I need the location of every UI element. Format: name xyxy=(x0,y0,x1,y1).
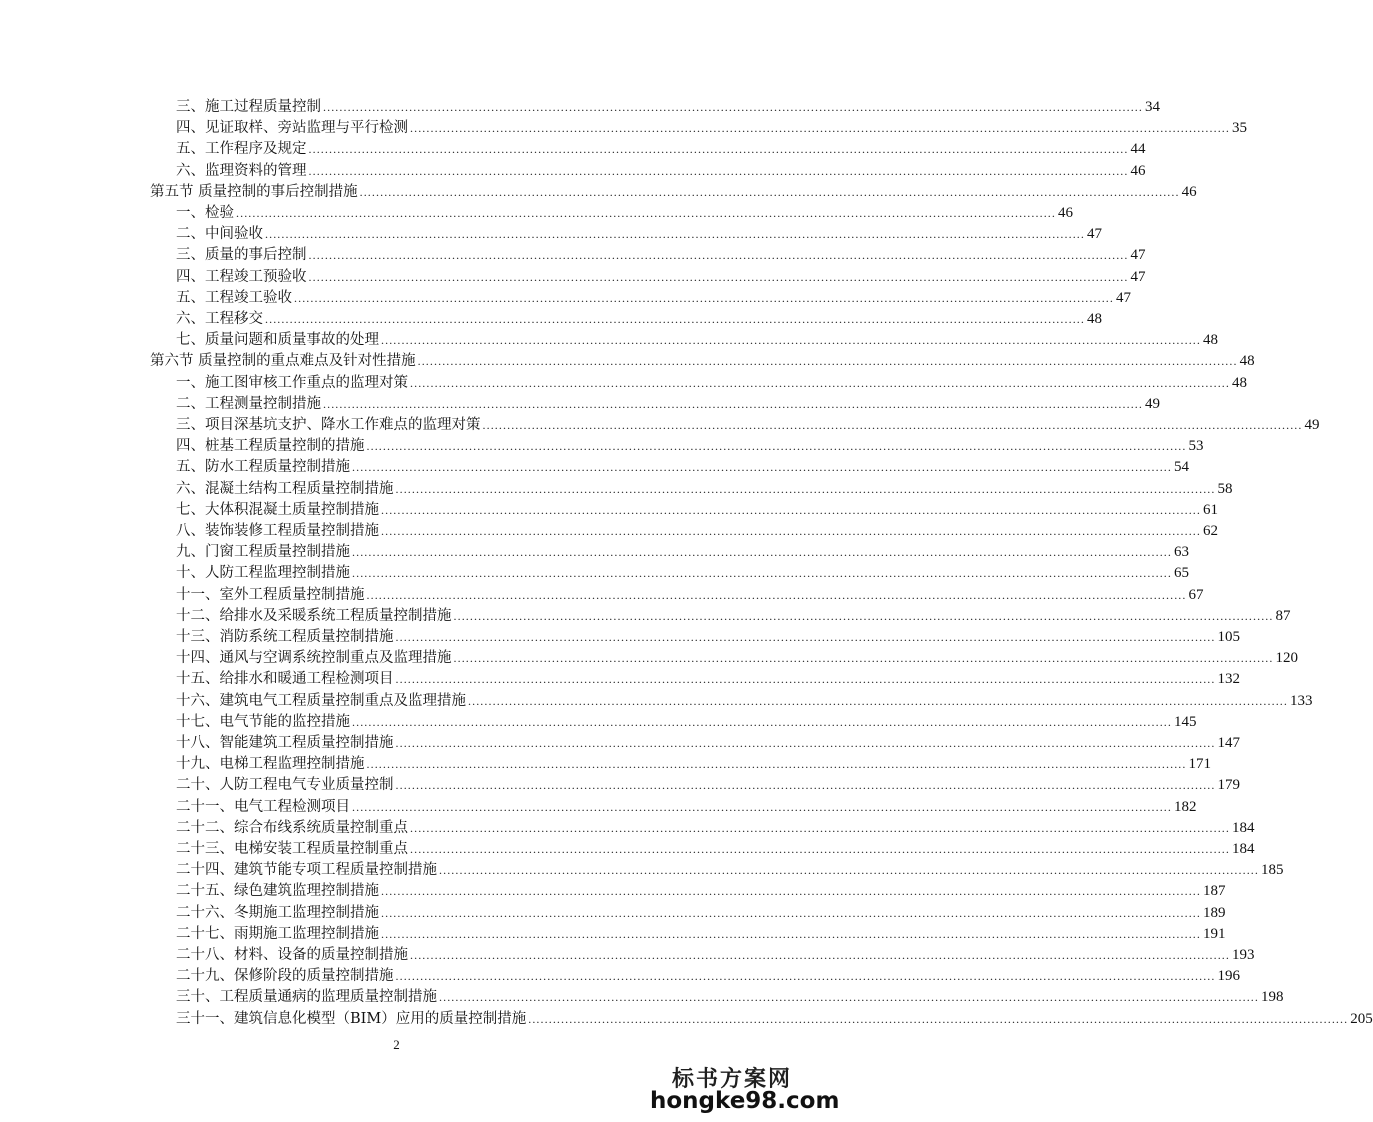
toc-leader-dots: ........................................................................................................................................................................................................ xyxy=(308,248,1129,263)
toc-leader-dots: ........................................................................................................................................................................................................ xyxy=(482,418,1303,432)
toc-entry xyxy=(176,964,1240,985)
toc-leader-dots: ........................................................................................................................................................................................................ xyxy=(395,481,1216,496)
toc-leader-dots: ........................................................................................................................................................................................................ xyxy=(417,354,1238,369)
toc-entry xyxy=(176,816,1255,837)
toc-entry xyxy=(176,625,1240,646)
toc-entry xyxy=(176,222,1102,243)
toc-leader-dots: ........................................................................................................................................................................................................ xyxy=(381,884,1201,899)
toc-entry-title: 三、项目深基坑支护、降水工作难点的监理对策 xyxy=(176,417,481,433)
toc-entry-title: 十三、消防系统工程质量控制措施 xyxy=(176,629,394,645)
toc-entry xyxy=(176,286,1131,307)
toc-leader-dots: ........................................................................................................................................................................................................ xyxy=(265,227,1085,242)
toc-entry-title: 二十、人防工程电气专业质量控制 xyxy=(176,777,394,794)
toc-entry xyxy=(176,95,1160,116)
toc-leader-dots: ........................................................................................................................................................................................................ xyxy=(381,524,1201,538)
toc-leader-dots: ........................................................................................................................................................................................................ xyxy=(366,439,1187,454)
toc-entry xyxy=(176,116,1247,137)
toc-entry xyxy=(176,583,1204,604)
toc-leader-dots: ........................................................................................................................................................................................................ xyxy=(381,926,1201,941)
toc-leader-dots: ........................................................................................................................................................................................................ xyxy=(352,460,1172,475)
toc-leader-dots: ........................................................................................................................................................................................................ xyxy=(410,375,1230,390)
toc-entry xyxy=(176,243,1146,264)
toc-leader-dots: ........................................................................................................................................................................................................ xyxy=(265,312,1085,326)
toc-entry-page: 105 xyxy=(1217,629,1240,645)
toc-entry-title: 二十一、电气工程检测项目 xyxy=(176,798,350,815)
toc-entry xyxy=(176,477,1233,498)
toc-entry xyxy=(176,392,1160,413)
toc-entry-page: 65 xyxy=(1174,565,1189,582)
toc-entry xyxy=(176,265,1146,286)
toc-section-entry xyxy=(150,180,1197,201)
toc-entry xyxy=(176,540,1189,561)
toc-leader-dots: ........................................................................................................................................................................................................ xyxy=(323,396,1143,411)
toc-entry-page: 46 xyxy=(1130,162,1146,179)
toc-entry-title: 二十六、冬期施工监理控制措施 xyxy=(176,904,379,921)
toc-leader-dots: ........................................................................................................................................................................................................ xyxy=(352,714,1172,729)
toc-entry-page: 133 xyxy=(1290,692,1313,709)
toc-entry xyxy=(176,604,1291,625)
toc-leader-dots: ........................................................................................................................................................................................................ xyxy=(410,820,1230,835)
toc-leader-dots: ........................................................................................................................................................................................................ xyxy=(381,333,1201,348)
toc-entry-page: 193 xyxy=(1232,947,1255,963)
toc-entry-title: 七、大体积混凝土质量控制措施 xyxy=(176,501,379,518)
toc-entry-title: 三十、工程质量通病的监理质量控制措施 xyxy=(176,989,437,1006)
toc-entry-title: 四、工程竣工预验收 xyxy=(176,268,307,285)
toc-entry-page: 191 xyxy=(1203,925,1226,942)
toc-entry-page: 205 xyxy=(1350,1010,1373,1027)
toc-entry xyxy=(176,434,1204,455)
toc-leader-dots: ........................................................................................................................................................................................................ xyxy=(359,184,1180,199)
toc-leader-dots: ........................................................................................................................................................................................................ xyxy=(236,206,1056,220)
toc-leader-dots: ........................................................................................................................................................................................................ xyxy=(410,121,1230,136)
toc-leader-dots: ........................................................................................................................................................................................................ xyxy=(468,693,1288,708)
toc-entry xyxy=(176,328,1218,349)
toc-entry xyxy=(176,1007,1373,1028)
toc-entry-title: 十五、给排水和暖通工程检测项目 xyxy=(176,671,394,688)
toc-entry-title: 三十一、建筑信息化模型（BIM）应用的质量控制措施 xyxy=(176,1010,527,1027)
toc-entry-page: 47 xyxy=(1116,289,1131,306)
toc-leader-dots: ........................................................................................................................................................................................................ xyxy=(352,799,1172,814)
toc-leader-dots: ........................................................................................................................................................................................................ xyxy=(395,630,1216,644)
toc-leader-dots: ........................................................................................................................................................................................................ xyxy=(395,969,1216,984)
toc-entry-title: 十一、室外工程质量控制措施 xyxy=(176,586,365,603)
toc-entry-title: 二、工程测量控制措施 xyxy=(176,395,321,412)
toc-entry xyxy=(176,879,1226,900)
toc-entry xyxy=(176,159,1146,180)
toc-entry-page: 87 xyxy=(1275,607,1291,624)
toc-entry-title: 二十三、电梯安装工程质量控制重点 xyxy=(176,841,408,857)
toc-entry-title: 七、质量问题和质量事故的处理 xyxy=(176,332,379,349)
toc-entry-page: 182 xyxy=(1174,798,1197,815)
toc-leader-dots: ........................................................................................................................................................................................................ xyxy=(294,290,1114,305)
toc-entry-page: 132 xyxy=(1217,671,1240,688)
toc-entry xyxy=(176,667,1240,688)
toc-leader-dots: ........................................................................................................................................................................................................ xyxy=(308,269,1129,284)
toc-entry-page: 48 xyxy=(1087,311,1102,327)
toc-leader-dots: ........................................................................................................................................................................................................ xyxy=(366,587,1187,602)
toc-entry-title: 二十八、材料、设备的质量控制措施 xyxy=(176,947,408,963)
toc-entry-title: 十、人防工程监理控制措施 xyxy=(176,565,350,582)
toc-entry-page: 34 xyxy=(1145,99,1160,115)
toc-entry-page: 48 xyxy=(1239,353,1255,370)
toc-entry-title: 三、质量的事后控制 xyxy=(176,247,307,264)
toc-entry xyxy=(176,795,1197,816)
watermark-title: 标书方案网 xyxy=(672,1066,793,1092)
toc-entry-page: 189 xyxy=(1203,904,1226,921)
toc-entry-title: 六、工程移交 xyxy=(176,311,263,327)
toc-entry-page: 63 xyxy=(1174,544,1189,561)
toc-entry-page: 49 xyxy=(1145,395,1160,412)
toc-entry xyxy=(176,710,1197,731)
toc-section-entry xyxy=(150,349,1255,370)
toc-entry-title: 二十七、雨期施工监理控制措施 xyxy=(176,925,379,942)
toc-entry-page: 35 xyxy=(1232,120,1247,137)
toc-entry-page: 47 xyxy=(1130,247,1146,264)
toc-entry-page: 47 xyxy=(1087,226,1102,243)
toc-leader-dots: ........................................................................................................................................................................................................ xyxy=(381,502,1201,517)
page-number: 2 xyxy=(393,1037,400,1052)
toc-entry-page: 198 xyxy=(1261,989,1284,1006)
toc-entry xyxy=(176,137,1146,158)
toc-entry xyxy=(176,519,1218,540)
toc-entry-title: 二、中间验收 xyxy=(176,226,263,243)
toc-leader-dots: ........................................................................................................................................................................................................ xyxy=(381,905,1201,920)
toc-entry-page: 46 xyxy=(1181,183,1197,200)
toc-entry xyxy=(176,901,1226,922)
toc-entry-page: 48 xyxy=(1203,332,1218,349)
toc-leader-dots: ........................................................................................................................................................................................................ xyxy=(395,778,1216,793)
toc-leader-dots: ........................................................................................................................................................................................................ xyxy=(352,545,1172,560)
toc-entry-title: 五、工作程序及规定 xyxy=(176,141,307,158)
toc-entry xyxy=(176,498,1218,519)
toc-entry xyxy=(176,985,1284,1006)
toc-entry-title: 十九、电梯工程监理控制措施 xyxy=(176,756,365,773)
toc-entry-page: 44 xyxy=(1130,141,1146,158)
toc-entry xyxy=(176,307,1102,328)
toc-entry-page: 120 xyxy=(1275,650,1298,667)
toc-entry-page: 61 xyxy=(1203,501,1218,518)
toc-leader-dots: ........................................................................................................................................................................................................ xyxy=(366,757,1187,772)
toc-entry-page: 46 xyxy=(1058,205,1073,221)
toc-entry-title: 五、防水工程质量控制措施 xyxy=(176,459,350,476)
toc-entry-title: 八、装饰装修工程质量控制措施 xyxy=(176,523,379,539)
toc-entry-title: 第五节 质量控制的事后控制措施 xyxy=(150,183,358,200)
toc-entry-title: 四、桩基工程质量控制的措施 xyxy=(176,438,365,455)
toc-entry xyxy=(176,752,1211,773)
toc-leader-dots: ........................................................................................................................................................................................................ xyxy=(323,100,1143,114)
toc-leader-dots: ........................................................................................................................................................................................................ xyxy=(528,1011,1349,1026)
toc-entry xyxy=(176,858,1284,879)
toc-entry-page: 145 xyxy=(1174,713,1197,730)
toc-entry xyxy=(176,689,1313,710)
toc-entry-page: 53 xyxy=(1188,438,1204,455)
toc-leader-dots: ........................................................................................................................................................................................................ xyxy=(308,142,1129,157)
toc-entry-page: 185 xyxy=(1261,862,1284,879)
toc-entry-title: 四、见证取样、旁站监理与平行检测 xyxy=(176,120,408,137)
toc-entry-title: 十七、电气节能的监控措施 xyxy=(176,713,350,730)
toc-entry xyxy=(176,943,1255,964)
toc-entry xyxy=(176,922,1226,943)
toc-leader-dots: ........................................................................................................................................................................................................ xyxy=(439,990,1259,1005)
toc-entry-page: 67 xyxy=(1188,586,1204,603)
toc-entry-title: 三、施工过程质量控制 xyxy=(176,99,321,115)
toc-entry xyxy=(176,371,1247,392)
toc-entry xyxy=(176,455,1189,476)
toc-entry-title: 十八、智能建筑工程质量控制措施 xyxy=(176,735,394,751)
toc-entry-title: 十二、给排水及采暖系统工程质量控制措施 xyxy=(176,607,452,624)
toc-entry-page: 54 xyxy=(1174,459,1189,476)
toc-entry-page: 49 xyxy=(1304,417,1320,433)
toc-entry-title: 二十五、绿色建筑监理控制措施 xyxy=(176,883,379,900)
toc-entry-page: 147 xyxy=(1217,735,1240,751)
toc-entry-page: 187 xyxy=(1203,883,1226,900)
toc-entry-title: 一、施工图审核工作重点的监理对策 xyxy=(176,374,408,391)
toc-entry-title: 九、门窗工程质量控制措施 xyxy=(176,544,350,561)
toc-entry xyxy=(176,646,1298,667)
toc-entry xyxy=(176,731,1240,752)
toc-leader-dots: ........................................................................................................................................................................................................ xyxy=(410,948,1230,962)
toc-entry-title: 六、混凝土结构工程质量控制措施 xyxy=(176,480,394,497)
toc-entry-page: 196 xyxy=(1217,968,1240,985)
toc-entry xyxy=(176,837,1255,858)
toc-entry-page: 171 xyxy=(1188,756,1211,773)
toc-entry-title: 第六节 质量控制的重点难点及针对性措施 xyxy=(150,353,416,370)
toc-leader-dots: ........................................................................................................................................................................................................ xyxy=(439,863,1259,878)
toc-leader-dots: ........................................................................................................................................................................................................ xyxy=(395,672,1216,687)
toc-leader-dots: ........................................................................................................................................................................................................ xyxy=(308,163,1129,178)
toc-entry-title: 一、检验 xyxy=(176,205,234,221)
toc-entry xyxy=(176,561,1189,582)
toc-entry xyxy=(176,773,1240,794)
toc-entry-title: 十四、通风与空调系统控制重点及监理措施 xyxy=(176,650,452,667)
toc-entry-title: 六、监理资料的管理 xyxy=(176,162,307,179)
toc-leader-dots: ........................................................................................................................................................................................................ xyxy=(352,566,1172,581)
toc-entry-page: 47 xyxy=(1130,268,1146,285)
toc-entry-page: 184 xyxy=(1232,819,1255,836)
toc-entry-page: 184 xyxy=(1232,841,1255,857)
toc-entry-title: 十六、建筑电气工程质量控制重点及监理措施 xyxy=(176,692,466,709)
toc-leader-dots: ........................................................................................................................................................................................................ xyxy=(395,736,1216,750)
toc-entry-page: 58 xyxy=(1217,480,1233,497)
toc-entry-title: 二十四、建筑节能专项工程质量控制措施 xyxy=(176,862,437,879)
toc-entry xyxy=(176,201,1073,222)
toc-leader-dots: ........................................................................................................................................................................................................ xyxy=(453,608,1274,623)
toc-entry xyxy=(176,413,1320,434)
toc-leader-dots: ........................................................................................................................................................................................................ xyxy=(410,842,1230,856)
toc-entry-title: 二十二、综合布线系统质量控制重点 xyxy=(176,819,408,836)
watermark-url: hongke98.com xyxy=(650,1088,840,1114)
toc-entry-page: 179 xyxy=(1217,777,1240,794)
toc-entry-page: 62 xyxy=(1203,523,1218,539)
toc-entry-title: 五、工程竣工验收 xyxy=(176,289,292,306)
toc-entry-title: 二十九、保修阶段的质量控制措施 xyxy=(176,968,394,985)
toc-leader-dots: ........................................................................................................................................................................................................ xyxy=(453,651,1274,666)
toc-entry-page: 48 xyxy=(1232,374,1247,391)
